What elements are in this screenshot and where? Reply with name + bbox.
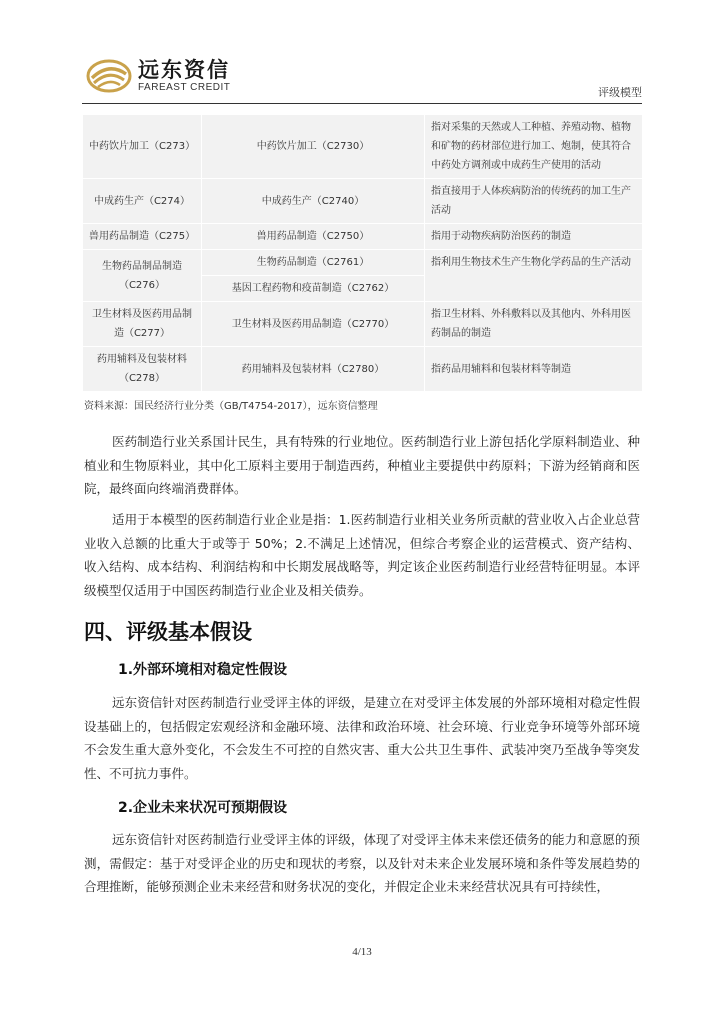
- paragraph-future-status: 远东资信针对医药制造行业受评主体的评级，体现了对受评主体未来偿还债务的能力和意愿的预测，需假定：基于对受评企业的历史和现状的考察，以及针对未来企业发展环境和条件等发展趋势的合理推断，能够预测企业未来经营和财务状况的变化，并假定企业未来经营状况具有可持续性，: [84, 832, 640, 894]
- table-cell: 基因工程药物和疫苗制造（C2762）: [202, 276, 425, 302]
- header-divider: [82, 103, 642, 104]
- table-cell: 生物药品制造（C2761）: [202, 250, 425, 276]
- table-row: [83, 115, 643, 179]
- fareast-logo-icon: [86, 56, 132, 96]
- table-cell: 指直接用于人体疾病防治的传统药的加工生产活动: [425, 179, 643, 224]
- table-row: [83, 250, 643, 276]
- table-cell: 指利用生物技术生产生物化学药品的生产活动: [425, 250, 643, 302]
- subsection-heading: 1.外部环境相对稳定性假设: [118, 662, 288, 678]
- section-heading: 四、评级基本假设: [84, 620, 252, 644]
- table-cell: 指用于动物疾病防治医药的制造: [425, 224, 643, 250]
- table-cell: 中药饮片加工（C2730）: [202, 115, 425, 179]
- table-cell: 中成药生产（C274）: [83, 179, 202, 224]
- table-cell: 指对采集的天然或人工种植、养殖动物、植物和矿物的药材部位进行加工、炮制，使其符合中药处方调剂或中成药生产使用的活动: [425, 115, 643, 179]
- table-cell: 卫生材料及医药用品制造（C277）: [83, 302, 202, 347]
- company-logo: [86, 56, 230, 96]
- table-cell: 生物药品制品制造（C276）: [83, 250, 202, 302]
- table-source-note: 资料来源：国民经济行业分类（GB/T4754-2017），远东资信整理: [84, 401, 378, 412]
- table-cell: 药用辅料及包装材料（C278）: [83, 347, 202, 392]
- document-type: 评级模型: [598, 86, 642, 99]
- table-row: [83, 179, 643, 224]
- table-cell: 中成药生产（C2740）: [202, 179, 425, 224]
- industry-classification-table: [82, 114, 643, 392]
- table-cell: 指卫生材料、外科敷料以及其他内、外科用医药制品的制造: [425, 302, 643, 347]
- subsection-heading: 2.企业未来状况可预期假设: [118, 800, 288, 816]
- paragraph-industry-position: 医药制造行业关系国计民生，具有特殊的行业地位。医药制造行业上游包括化学原料制造业、种植业和生物原料业，其中化工原料主要用于制造西药，种植业主要提供中药原料；下游为经销商和医院，最终面向终端消费群体。: [84, 434, 640, 496]
- paragraph-external-environment: 远东资信针对医药制造行业受评主体的评级，是建立在对受评主体发展的外部环境相对稳定性假设基础上的，包括假定宏观经济和金融环境、法律和政治环境、社会环境、行业竞争环境等外部环境不会发生重大意外变化，不会发生不可控的自然灾害、重大公共卫生事件、武装冲突乃至战争等突发性、不可抗力事件。: [84, 695, 640, 781]
- logo-english-name: FAREAST CREDIT: [138, 82, 231, 93]
- logo-chinese-name: 远东资信: [138, 58, 230, 82]
- table-cell: 药用辅料及包装材料（C2780）: [202, 347, 425, 392]
- table-row: [83, 302, 643, 347]
- table-cell: 中药饮片加工（C273）: [83, 115, 202, 179]
- table-cell: 兽用药品制造（C275）: [83, 224, 202, 250]
- table-row: [83, 347, 643, 392]
- table-cell: 卫生材料及医药用品制造（C2770）: [202, 302, 425, 347]
- table-cell: 指药品用辅料和包装材料等制造: [425, 347, 643, 392]
- page-number: 4/13: [352, 946, 372, 958]
- table-cell: 兽用药品制造（C2750）: [202, 224, 425, 250]
- paragraph-model-scope: 适用于本模型的医药制造行业企业是指：1.医药制造行业相关业务所贡献的营业收入占企业总营业收入总额的比重大于或等于 50%；2.不满足上述情况，但综合考察企业的运营模式、资产结构、收入结构、成本结构、利润结构和中长期发展战略等，判定该企业医药制造行业经营特征明显。本评级模型仅适用于中国医药制造行业企业及相关债券。: [84, 512, 640, 598]
- table-row: [83, 224, 643, 250]
